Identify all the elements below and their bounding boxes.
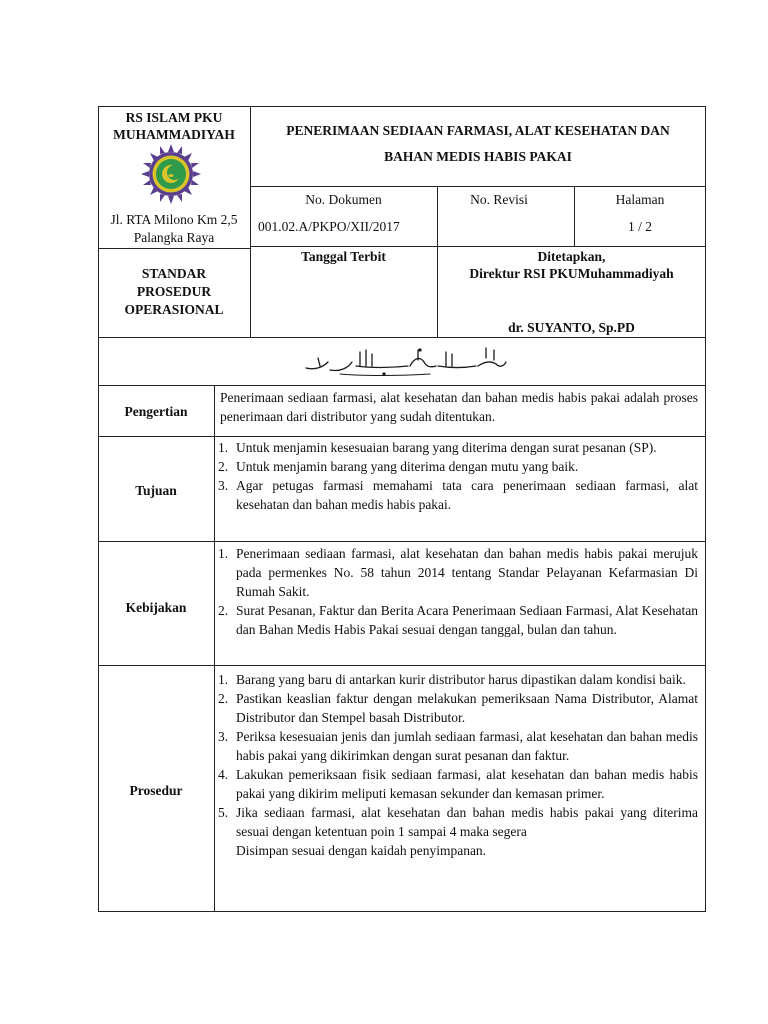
rule-header-left-bottom [98,248,250,249]
section-label-pengertian: Pengertian [124,404,188,419]
issue-date-label: Tanggal Terbit [301,249,386,264]
rule-header-right-bottom [250,246,706,247]
list-item-number: 1. [218,546,229,561]
address-line2: Palangka Raya [133,230,215,245]
rule-tujuan-bottom [98,541,706,542]
prosedur-list [218,670,698,860]
list-item [218,765,698,803]
list-item [218,689,698,727]
list-item [218,457,698,476]
prosedur-continuation: Disimpan sesuai dengan kaidah penyimpanan. [236,843,487,858]
pengertian-text: Penerimaan sediaan farmasi, alat kesehatan dan bahan medis habis pakai adalah proses penerimaan dari distributor yang sudah ditentukan. [220,390,698,424]
kebijakan-list [218,544,698,639]
list-item [218,727,698,765]
list-item [218,670,698,689]
list-item-text: Lakukan pemeriksaan fisik sediaan farmasi, alat kesehatan dan bahan medis habis pakai yang dikirim meliputi kemasan sekunder dan kemasan primer. [236,767,698,801]
approved-label: Ditetapkan, [537,249,606,264]
list-item-text: Untuk menjamin barang yang diterima dengan mutu yang baik. [236,459,579,474]
list-item-text: Penerimaan sediaan farmasi, alat kesehatan dan bahan medis habis pakai merujuk pada permenkes No. 58 tahun 2014 tentang Standar Pelayanan Kefarmasian Di Rumah Sakit. [236,546,698,599]
rule-pengertian-bottom [98,436,706,437]
list-item-text: Untuk menjamin kesesuaian barang yang diterima dengan surat pesanan (SP). [236,440,657,455]
document-title-line2: BAHAN MEDIS HABIS PAKAI [384,149,572,164]
list-item-number: 5. [218,805,229,820]
approved-name: dr. SUYANTO, Sp.PD [508,320,635,335]
hospital-name-line2: MUHAMMADIYAH [113,127,235,142]
revision-label: No. Revisi [470,192,528,207]
section-label-prosedur: Prosedur [129,783,183,798]
sop-title-line3: OPERASIONAL [124,302,224,317]
sop-title-line1: STANDAR [141,266,207,281]
rule-basmalah-bottom [98,385,706,386]
rule-kebijakan-bottom [98,665,706,666]
rule-header-left-col [250,106,251,337]
page-label: Halaman [615,192,665,207]
hospital-name-line1: RS ISLAM PKU [125,110,223,125]
list-item-number: 4. [218,767,229,782]
section-label-kebijakan: Kebijakan [125,600,187,615]
list-item-number: 3. [218,478,229,493]
list-item-text: Barang yang baru di antarkan kurir distributor harus dipastikan dalam kondisi baik. [236,672,686,687]
list-item-number: 2. [218,691,229,706]
basmalah-calligraphy-icon [300,344,510,378]
list-item-number: 3. [218,729,229,744]
page-value: 1 / 2 [627,219,652,234]
tujuan-list [218,438,698,514]
list-item-text: Jika sediaan farmasi, alat kesehatan dan bahan medis habis pakai yang diterima sesuai dengan ketentuan poin 1 sampai 4 maka segera [236,805,698,839]
rule-sop-bottom [98,337,706,338]
list-item-text: Pastikan keaslian faktur dengan melakukan pemeriksaan Nama Distributor, Alamat Distributor dan Stempel basah Distributor. [236,691,698,725]
address-line1: Jl. RTA Milono Km 2,5 [110,212,238,227]
muhammadiyah-logo-icon [140,143,202,205]
list-item-number: 1. [218,672,229,687]
list-item-text: Agar petugas farmasi memahami tata cara penerimaan sediaan farmasi, alat kesehatan dan bahan medis habis pakai. [236,478,698,512]
doc-no-value: 001.02.A/PKPO/XII/2017 [258,219,400,234]
list-item-number: 2. [218,603,229,618]
rule-header-title-bottom [250,186,706,187]
sop-title-line2: PROSEDUR [136,284,212,299]
rule-body-label-col [214,385,215,912]
list-item [218,803,698,841]
section-label-tujuan: Tujuan [135,483,177,498]
doc-no-label: No. Dokumen [305,192,382,207]
document-title-line1: PENERIMAAN SEDIAAN FARMASI, ALAT KESEHATAN DAN [286,123,670,138]
list-item [218,544,698,601]
list-item-number: 1. [218,440,229,455]
list-item [218,476,698,514]
list-item-text: Surat Pesanan, Faktur dan Berita Acara Penerimaan Sediaan Farmasi, Alat Kesehatan dan Bahan Medis Habis Pakai sesuai dengan tanggal, bulan dan tahun. [236,603,698,637]
list-item-text: Periksa kesesuaian jenis dan jumlah sediaan farmasi, alat kesehatan dan bahan medis habis pakai yang dikirimkan dengan surat pesanan dan faktur. [236,729,698,763]
list-item-number: 2. [218,459,229,474]
list-item [218,438,698,457]
approved-role: Direktur RSI PKUMuhammadiyah [469,266,674,281]
list-item [218,601,698,639]
